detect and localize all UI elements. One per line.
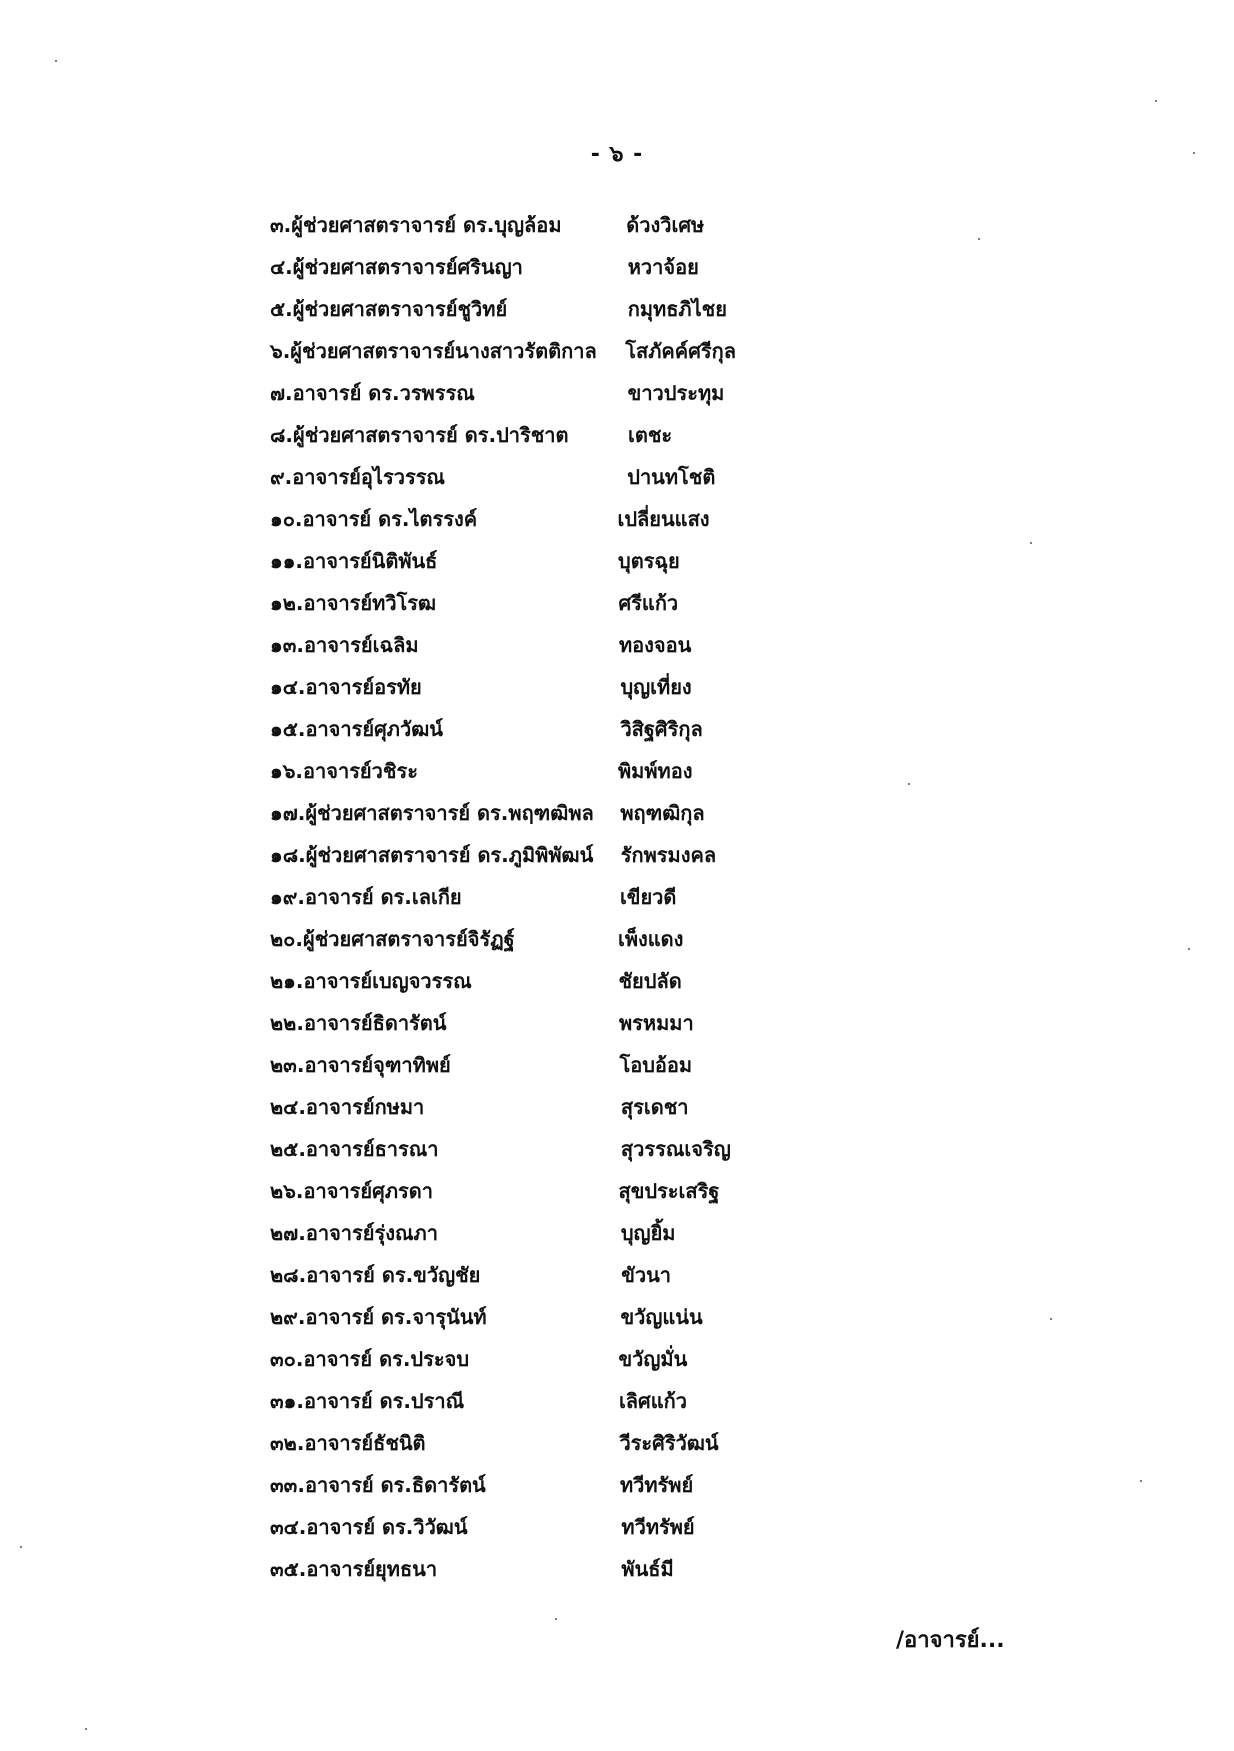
scan-speck — [55, 60, 57, 62]
list-item — [270, 1044, 970, 1086]
entry-given-name: อาจารย์นิติพันธ์ — [303, 549, 438, 573]
entry-number: ๑๙. — [270, 885, 305, 909]
entry-given-name: อาจารย์รุ่งณภา — [305, 1221, 438, 1245]
entry-family-name: พันธ์มี — [621, 1557, 674, 1581]
list-item — [270, 834, 970, 876]
entry-given-name: อาจารย์ ดร.ปราณี — [303, 1389, 465, 1413]
entry-number: ๑๒. — [270, 591, 304, 615]
list-item — [270, 330, 970, 372]
entry-family-name: ขาวประทุม — [627, 381, 725, 405]
list-item — [270, 960, 970, 1002]
entry-given-name: อาจารย์กษมา — [305, 1095, 425, 1119]
scan-speck — [555, 1618, 557, 1620]
entry-number: ๓๓. — [270, 1473, 305, 1497]
entry-family-name: ทวีทรัพย์ — [619, 1473, 694, 1497]
entry-number: ๓. — [270, 213, 292, 237]
entry-given-name: อาจารย์วชิระ — [303, 759, 418, 783]
entry-given-name: อาจารย์เบญจวรรณ — [303, 969, 472, 993]
entry-number: ๗. — [270, 381, 293, 405]
entry-given-name: อาจารย์ ดร.ประจบ — [303, 1347, 470, 1371]
entry-number: ๘. — [270, 423, 294, 447]
scan-speck — [1188, 948, 1190, 950]
entry-given-name: อาจารย์ ดร.จารุนันท์ — [305, 1305, 487, 1329]
scan-speck — [1140, 1480, 1142, 1482]
entry-family-name: บุญยิ้ม — [620, 1221, 676, 1245]
entry-given-name: ผู้ช่วยศาสตราจารย์ ดร.ปาริชาต — [293, 423, 569, 447]
entry-given-name: อาจารย์ธารณา — [305, 1137, 439, 1161]
entry-family-name: เตชะ — [628, 423, 673, 447]
entry-number: ๒๐. — [270, 927, 303, 951]
entry-given-name: อาจารย์ ดร.เลเกีย — [304, 885, 462, 909]
scan-speck — [908, 783, 910, 785]
list-item — [270, 1170, 970, 1212]
entry-given-name: ผู้ช่วยศาสตราจารย์ ดร.พฤฑฒิพล — [305, 801, 594, 825]
list-item — [270, 1338, 970, 1380]
entry-number: ๔. — [270, 255, 293, 279]
list-item — [270, 1128, 970, 1170]
entry-given-name: อาจารย์ทวิโรฒ — [303, 591, 437, 615]
entry-number: ๒๔. — [270, 1095, 306, 1119]
entry-family-name: รักพรมงคล — [620, 843, 717, 867]
entry-number: ๑๔. — [270, 675, 306, 699]
list-item — [270, 1212, 970, 1254]
footer-continue-text: /อาจารย์... — [896, 1628, 1005, 1653]
entry-family-name: วีระศิริวัฒน์ — [619, 1431, 719, 1455]
entry-given-name: อาจารย์ศุภรดา — [303, 1179, 433, 1203]
entry-family-name: ปานทโชติ — [627, 465, 716, 489]
entry-number: ๓๐. — [270, 1347, 304, 1371]
list-item — [270, 876, 970, 918]
name-list — [270, 204, 970, 1590]
entry-family-name: บุญเที่ยง — [620, 675, 692, 699]
entry-family-name: พรหมมา — [618, 1011, 694, 1035]
entry-family-name: กมุทธภิไชย — [627, 297, 727, 321]
scan-speck — [1050, 1318, 1052, 1320]
entry-family-name: สุรเดชา — [620, 1095, 689, 1119]
entry-given-name: ผู้ช่วยศาสตราจารย์ ดร.ภูมิพิพัฒน์ — [305, 843, 594, 867]
entry-number: ๒๒. — [270, 1011, 304, 1035]
scan-speck — [978, 238, 980, 240]
list-item — [270, 582, 970, 624]
entry-number: ๒๓. — [270, 1053, 305, 1077]
list-item — [270, 750, 970, 792]
entry-family-name: สุขประเสริฐ — [618, 1179, 720, 1203]
scan-speck — [85, 1728, 87, 1730]
entry-number: ๓๒. — [270, 1431, 305, 1455]
list-item — [270, 1464, 970, 1506]
entry-given-name: ผู้ช่วยศาสตราจารย์ชูวิทย์ — [292, 297, 508, 321]
entry-number: ๒๖. — [270, 1179, 304, 1203]
list-item — [270, 372, 970, 414]
entry-number: ๒๗. — [270, 1221, 306, 1245]
entry-family-name: เขียวดี — [619, 885, 677, 909]
entry-family-name: ทวีทรัพย์ — [621, 1515, 695, 1539]
page-number: - ๖ - — [590, 142, 644, 167]
list-item — [270, 288, 970, 330]
entry-number: ๑๑. — [270, 549, 303, 573]
entry-given-name: อาจารย์ ดร.วรพรรณ — [292, 381, 475, 405]
entry-given-name: อาจารย์ ดร.ไตรรงค์ — [302, 507, 478, 531]
list-item — [270, 1086, 970, 1128]
entry-family-name: ขัวนา — [621, 1263, 672, 1287]
entry-family-name: โสภัคค์ศรีกุล — [625, 339, 736, 363]
entry-family-name: หวาจ้อย — [627, 255, 699, 279]
list-item — [270, 540, 970, 582]
entry-number: ๑๗. — [270, 801, 306, 825]
list-item — [270, 666, 970, 708]
list-item — [270, 1506, 970, 1548]
entry-family-name: ด้วงวิเศษ — [626, 213, 705, 237]
entry-family-name: เปลี่ยนแสง — [617, 507, 710, 531]
entry-given-name: ผู้ช่วยศาสตราจารย์ ดร.บุญล้อม — [291, 213, 562, 237]
entry-given-name: อาจารย์ ดร.ขวัญชัย — [306, 1263, 481, 1287]
entry-number: ๒๘. — [270, 1263, 307, 1287]
entry-given-name: ผู้ช่วยศาสตราจารย์จิรัฏฐ์ — [303, 927, 515, 951]
entry-number: ๑๘. — [270, 843, 306, 867]
scan-speck — [1030, 542, 1032, 544]
scan-speck — [20, 1546, 22, 1548]
entry-number: ๒๑. — [270, 969, 304, 993]
entry-family-name: พิมพ์ทอง — [618, 759, 693, 783]
entry-number: ๒๕. — [270, 1137, 306, 1161]
entry-number: ๓๕. — [270, 1557, 307, 1581]
entry-given-name: ผู้ช่วยศาสตราจารย์ศรินญา — [292, 255, 523, 279]
entry-number: ๑๓. — [270, 633, 304, 657]
list-item — [270, 1254, 970, 1296]
list-item — [270, 918, 970, 960]
entry-given-name: อาจารย์ธิดารัตน์ — [303, 1011, 447, 1035]
list-item — [270, 1422, 970, 1464]
entry-given-name: อาจารย์ศุภวัฒน์ — [305, 717, 443, 741]
scan-speck — [1193, 152, 1195, 154]
entry-family-name: ทองจอน — [618, 633, 692, 657]
entry-number: ๖. — [270, 339, 291, 363]
list-item — [270, 1002, 970, 1044]
list-item — [270, 498, 970, 540]
entry-family-name: บุตรฉุย — [618, 549, 680, 573]
list-item — [270, 1296, 970, 1338]
entry-number: ๑๖. — [270, 759, 303, 783]
entry-number: ๓๔. — [270, 1515, 307, 1539]
list-item — [270, 456, 970, 498]
entry-number: ๑๕. — [270, 717, 306, 741]
entry-number: ๑๐. — [270, 507, 303, 531]
entry-family-name: เลิศแก้ว — [618, 1389, 687, 1413]
entry-given-name: อาจารย์เฉลิม — [303, 633, 419, 657]
entry-family-name: ชัยปลัด — [618, 969, 682, 993]
scan-speck — [1155, 100, 1157, 102]
entry-given-name: อาจารย์ ดร.ธิดารัตน์ — [304, 1473, 486, 1497]
list-item — [270, 792, 970, 834]
entry-given-name: อาจารย์ยุทธนา — [306, 1557, 438, 1581]
entry-number: ๕. — [270, 297, 293, 321]
list-item — [270, 624, 970, 666]
entry-family-name: พฤฑฒิกุล — [620, 801, 705, 825]
entry-number: ๓๑. — [270, 1389, 304, 1413]
entry-family-name: ศรีแก้ว — [618, 591, 679, 615]
entry-family-name: โอบอ้อม — [619, 1053, 693, 1077]
entry-given-name: อาจารย์จุฑาทิพย์ — [304, 1053, 451, 1077]
entry-family-name: สุวรรณเจริญ — [620, 1137, 731, 1161]
list-item — [270, 1548, 970, 1590]
entry-given-name: ผู้ช่วยศาสตราจารย์นางสาวรัตติกาล — [290, 339, 597, 363]
entry-number: ๒๙. — [270, 1305, 306, 1329]
entry-number: ๙. — [270, 465, 293, 489]
list-item — [270, 204, 970, 246]
entry-given-name: อาจารย์อรทัย — [305, 675, 422, 699]
entry-given-name: อาจารย์ ดร.วิวัฒน์ — [306, 1515, 468, 1539]
entry-given-name: อาจารย์อุไรวรรณ — [292, 465, 445, 489]
entry-family-name: ขวัญแน่น — [620, 1305, 703, 1329]
list-item — [270, 708, 970, 750]
entry-given-name: อาจารย์ธัชนิติ — [304, 1431, 426, 1455]
list-item — [270, 1380, 970, 1422]
list-item — [270, 414, 970, 456]
entry-family-name: เพ็งแดง — [618, 927, 684, 951]
entry-family-name: วิสิฐศิริกุล — [620, 717, 703, 741]
list-item — [270, 246, 970, 288]
entry-family-name: ขวัญมั่น — [618, 1347, 688, 1371]
